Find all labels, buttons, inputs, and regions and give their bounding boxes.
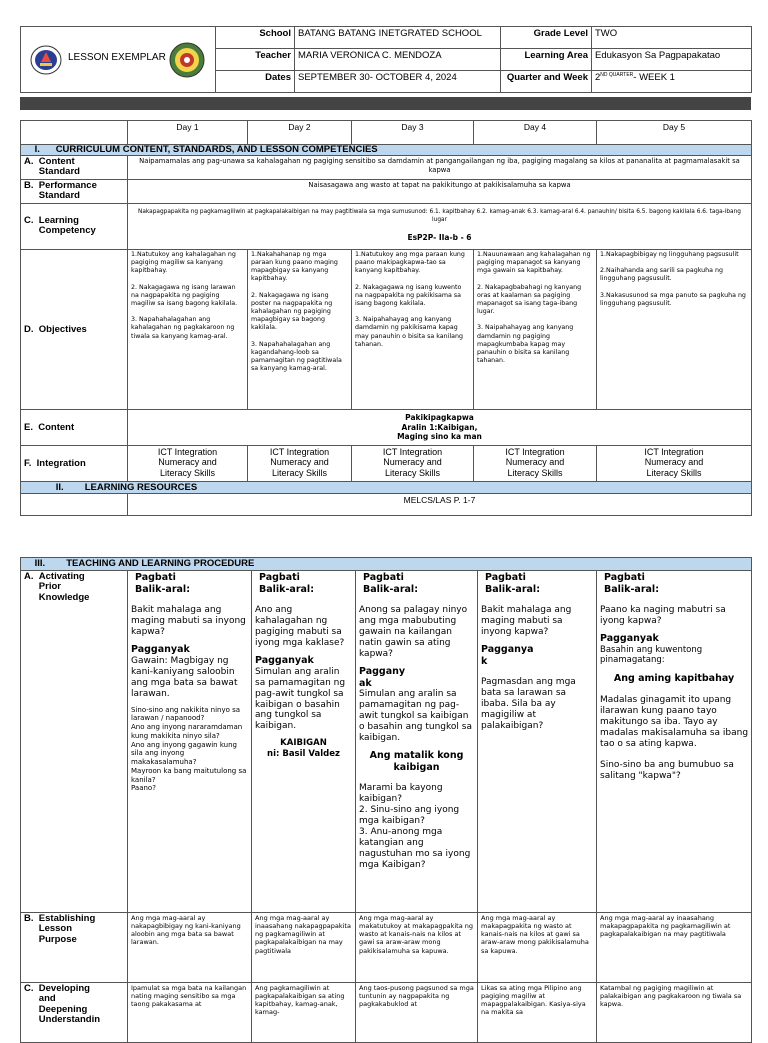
learning-competency-row: C. Learning Competency Nakapagpapakita ng pagkamagiliwin at pagkapalakaibigan na may pagtitiwala sa mga sumusunod: 6.1. kapitbahay 6.2. kamag-anak 6.3. kamag-aral 6.4. panauhin/ bisita 6.5. bagong kakilala 6.6. taga-ibang lugar EsP2P- IIa-b - 6: [21, 203, 752, 249]
day-5-review-question: Paano ka naging mabutri sa iyong kapwa?: [600, 605, 726, 627]
lesson-exemplar-title: LESSON EXEMPLAR: [68, 51, 166, 63]
developing-day-1: Ipamulat sa mga bata na kailangan nating maging sensitibo sa mga taong pakakasama at: [128, 983, 252, 1043]
developing-day-2: Ang pagkamagiliwin at pagkapalakaibigan sa ating kapitbahay, kamag-anak, kamag-: [252, 983, 356, 1043]
day-3-instruction: Simulan ang aralin sa pamamagitan ng pag-awit tungkol sa kaibigan o basahin ang tungkol sa kaibigan.: [359, 689, 472, 744]
section-2-title: LEARNING RESOURCES: [84, 481, 198, 493]
activating-label: Activating Prior Knowledge: [38, 571, 90, 603]
curriculum-table: [20, 120, 752, 516]
objectives-day-1: 1.Natutukoy ang kahalagahan ng pagiging magiliw sa kanyang kapitbahay. 2. Nakagagawa ng isang larawan na nagpapakita ng pagiging magiliw sa isang bagong kakilala. 3. Napahahalagahan ang kahalagahan ng pagkakaroon ng tiwala sa kanyang kamag-aral.: [128, 249, 248, 409]
deped-seal-icon: [30, 45, 62, 75]
header-table: [20, 26, 752, 93]
header-divider-bar: [20, 97, 751, 110]
pagbati-heading: Pagbati: [363, 572, 404, 583]
school-value: BATANG BATANG INETGRATED SCHOOL: [295, 27, 501, 49]
day-4-instruction: Pagmasdan ang mga bata sa larawan sa ibaba. Sila ba ay magigiliw at palakaibigan?: [481, 677, 576, 732]
area-value: Edukasyon Sa Pagpapakatao: [592, 49, 752, 71]
procedure-table: [20, 557, 752, 1043]
teacher-label: Teacher: [216, 49, 295, 71]
content-standard-row: A. Content Standard Naipamamalas ang pag-unawa sa kahalagahan ng pagiging sensitibo sa damdamin at pangangailangan ng iba, pagiging magalang sa kilos at pananalita at pagmamalasakit sa kapwa: [21, 156, 752, 180]
balik-aral-heading: Balik-aral:: [363, 583, 418, 595]
content-standard-label: Content Standard: [38, 156, 80, 178]
content-standard-text: Naipamamalas ang pag-unawa sa kahalagahan ng pagiging sensitibo sa damdamin at pangangailangan ng iba, pagiging magalang sa kilos at pananalita at pagmamalasakit sa kapwa: [128, 156, 752, 180]
area-label: Learning Area: [501, 49, 592, 71]
quarter-label: Quarter and Week: [501, 71, 592, 93]
section-1-header: I. CURRICULUM CONTENT, STANDARDS, AND LESSON COMPETENCIES: [21, 145, 752, 156]
objectives-day-2: 1.Nakahahanap ng mga paraan kung paano maging mapagbigay sa kanyang kapitbahay. 2. Nakagagawa ng isang poster na nagpapakita ng kahalagahan ng pagiging mapagbigay sa bagong kakilala. 3. Napahahalagahan ang kagandahang-loob sa pamamagitan ng pagtitiwala sa kanyang kamag-aral.: [248, 249, 352, 409]
pagbati-heading: Pagbati: [485, 572, 526, 583]
day-5-story-text: Madalas ginagamit ito upang ilarawan kung paano tayo makitungo sa iba. Tayo ay madalas makisalamuha sa ibang tao o sa ating kapwa.: [600, 694, 749, 749]
section-1-title: CURRICULUM CONTENT, STANDARDS, AND LESSON COMPETENCIES: [55, 144, 378, 155]
day-3-questions: Marami ba kayong kaibigan? 2. Sinu-sino ang iyong mga kaibigan? 3. Anu-anong mga katangian ang nagustuhan mo sa iyong mga Kaibigan?: [359, 783, 471, 870]
content-topic: Pakikipagkapwa: [405, 412, 474, 422]
school-seal-icon: [169, 42, 205, 78]
activating-day-2: [252, 571, 356, 913]
song-author: ni: Basil Valdez: [267, 748, 340, 759]
objectives-label: Objectives: [38, 323, 87, 335]
school-label: School: [216, 27, 295, 49]
section-3-header: III. TEACHING AND LEARNING PROCEDURE: [21, 558, 752, 571]
resources-row: [21, 493, 752, 515]
learning-competency-label: Learning Competency: [38, 214, 96, 237]
day-5-header: Day 5: [597, 121, 752, 145]
purpose-day-2: Ang mga mag-aaral ay inaasahang nakapagpapakita ng pagkamagiliwin at pagkapalakaibigan na may pagtitiwala: [252, 913, 356, 983]
day-1-gawain: Gawain: Magbigay ng kani-kaniyang saloobin ang mga bata sa bawat larawan.: [131, 655, 238, 699]
developing-day-4: Likas sa ating mga Pilipino ang pagiging magiliw at mapagpalakaibigan. Kasiya-siya na makita sa: [478, 983, 597, 1043]
content-row: E. Content Pakikipagkapwa Aralin 1:Kaibigan, Maging sino ka man: [21, 409, 752, 445]
activating-day-3: [356, 571, 478, 913]
pagbati-heading: Pagbati: [135, 572, 176, 583]
purpose-label: Establishing Lesson Purpose: [38, 913, 96, 945]
quarter-value: $2^{ND QUARTER}-$ WEEK 1: [592, 71, 752, 93]
grade-value: TWO: [592, 27, 752, 49]
content-subtitle: Maging sino ka man: [397, 432, 482, 442]
purpose-row: B. Establishing Lesson Purpose Ang mga mag-aaral ay nakapagbibigay ng kani-kaniyang aloobin ang mga bata sa bawat larawan. Ang mga mag-aaral ay inaasahang nakapagpapakita ng pagkamagiliwin at pagkapalakaibigan na may pagtitiwala Ang mga mag-aaral ay makatutukoy at makapagpakita ng wasto at kanais-nais na kilos at gawi sa araw-araw mong pakikisalamuha sa kapuwa. Ang mga mag-aaral ay makapagpakita ng wasto at kanais-nais na kilos at gawi sa araw-araw mong pakikisalamuha sa kapuwa. Ang mga mag-aaral ay inaasahang makapagpapakita ng pagkamagiliwin at pagkapalakaibigan na may pagtitiwala: [21, 913, 752, 983]
story-title: Ang matalik kong kaibigan: [369, 750, 464, 773]
integration-day-2: ICT Integration Numeracy and Literacy Skills: [248, 445, 352, 481]
balik-aral-heading: Balik-aral:: [135, 583, 190, 595]
dates-value: SEPTEMBER 30- OCTOBER 4, 2024: [295, 71, 501, 93]
day-2-header: Day 2: [248, 121, 352, 145]
day-4-motivation-heading: Pagganya k: [481, 644, 534, 667]
day-1-questions: Sino-sino ang nakikita ninyo sa larawan / napanood? Ano ang inyong nararamdaman kung makikita ninyo sila? Ano ang inyong gagawin kung sila ang inyong makakasalamuha? Mayroon ka bang maitutulong sa kanila? Paano?: [131, 705, 247, 793]
day-4-review-question: Bakit mahalaga ang maging mabuti sa inyong kapwa?: [481, 605, 572, 638]
objectives-day-3: 1.Natutukoy ang mga paraan kung paano makipagkapwa-tao sa kanyang kapitbahay. 2. Nakagagawa ng isang kuwento na nagpapakita ng pakikisama sa isang bagong kakilala. 3. Naipahahayag ang kanyang damdamin ng pakikisama kapag may panauhin o bisita sa kanilang tahanan.: [352, 249, 474, 409]
activating-day-5: [597, 571, 752, 913]
integration-day-3: ICT Integration Numeracy and Literacy Skills: [352, 445, 474, 481]
pagbati-heading: Pagbati: [259, 572, 300, 583]
day-1-header: Day 1: [128, 121, 248, 145]
integration-day-4: ICT Integration Numeracy and Literacy Skills: [474, 445, 597, 481]
day-header-row: [21, 121, 752, 145]
section-2-header: II. LEARNING RESOURCES: [21, 481, 752, 493]
day-2-review-question: Ano ang kahalagahan ng pagiging mabuti sa iyong mga kaklase?: [255, 605, 345, 649]
day-5-motivation-heading: Pagganyak: [600, 633, 659, 645]
day-3-review-question: Anong sa palagay ninyo ang mga mabubuting gawain na kailangan natin gawin sa ating kapwa?: [359, 605, 468, 660]
balik-aral-heading: Balik-aral:: [485, 583, 540, 595]
integration-row: F. Integration ICT Integration Numeracy and Literacy Skills ICT Integration Numeracy and Literacy Skills ICT Integration Numeracy and Literacy Skills ICT Integration Numeracy and Literacy Skills ICT Integration Numeracy and Literacy Skills: [21, 445, 752, 481]
integration-day-1: ICT Integration Numeracy and Literacy Skills: [128, 445, 248, 481]
pagbati-heading: Pagbati: [604, 572, 645, 583]
integration-day-5: ICT Integration Numeracy and Literacy Skills: [597, 445, 752, 481]
objectives-day-4: 1.Nauunawaan ang kahalagahan ng pagiging mapanagot sa kanyang mga gawain sa kapitbahay. 2. Nakapagbabahagi ng kanyang oras at kaalaman sa pagiging mapanagot sa isang taga-ibang lugar. 3. Naipahahayag ang kanyang damdamin ng pagiging mapagkumbaba kapag may panauhin o bisita sa kanilang tahanan.: [474, 249, 597, 409]
performance-standard-text: Naisasagawa ang wasto at tapat na pakikitungo at pakikisalamuha sa kapwa: [128, 179, 752, 203]
activating-row: A. Activating Prior Knowledge Pagbati Balik-aral: Bakit mahalaga ang maging mabuti sa inyong kapwa? Pagganyak Gawain: Magbigay ng kani-kaniyang saloobin ang mga bata sa bawat larawan. Sino-sino ang nakikita ninyo sa larawan / napanood? Ano ang inyong nararamdaman kung makikita ninyo sila? Ano ang inyong gagawin kung sila ang inyong makakasalamuha? Mayroon ka bang maitutulong sa kanila? Paano? Pagbati Balik-aral: Ano ang kahalagahan ng pagiging mabuti sa iyong mga kaklase? Pagganyak Simulan ang aralin sa pamamagitan ng pag-awit tungkol sa kaibigan o basahin ang tungkol sa kaibigan. KAIBIGAN ni: Basil Valdez Pagbati Balik-aral: Anong sa palagay ninyo ang mga mabubuting gawain na kailangan natin gawin sa ating kapwa? Paggany ak Simulan ang aralin sa pamamagitan ng pag-awit tungkol sa kaibigan o basahin ang tungkol sa kaibigan. Ang matalik kong kaibigan Marami ba kayong kaibigan? 2. Sinu-sino ang iyong mga kaibigan? 3. Anu-anong mga katangian ang nagustuhan mo sa iyong mga Kaibigan? Pagbati Balik-aral: Bakit mahalaga ang maging mabuti sa inyong kapwa? Pagganya k Pagmasdan ang mga bata sa larawan sa ibaba. Sila ba ay magigiliw at palakaibigan? Pagbati Balik-aral: Paano ka naging mabutri sa iyong kapwa? Pagganyak Basahin ang kuwentong pinamagatang: Ang aming kapitbahay Madalas ginagamit ito upang ilarawan kung paano tayo makitungo sa iba. Tayo ay madalas makisalamuha sa ibang tao o sa ating kapwa. Sino-sino ba ang bumubuo sa salitang "kapwa"?: [21, 571, 752, 913]
developing-day-5: Katambal ng pagiging magiliwin at palakaibigan ang pagkakaroon ng tiwala sa kapwa.: [597, 983, 752, 1043]
developing-label: Developing and Deepening Understandin: [38, 983, 101, 1026]
competency-code: EsP2P- IIa-b - 6: [407, 233, 472, 243]
day-5-question: Sino-sino ba ang bumubuo sa salitang "kapwa"?: [600, 759, 734, 781]
performance-standard-row: B. Performance Standard Naisasagawa ang wasto at tapat na pakikitungo at pakikisalamuha sa kapwa: [21, 179, 752, 203]
content-label: Content: [38, 421, 75, 433]
purpose-day-1: Ang mga mag-aaral ay nakapagbibigay ng kani-kaniyang aloobin ang mga bata sa bawat larawan.: [128, 913, 252, 983]
developing-row: C. Developing and Deepening Understandin Ipamulat sa mga bata na kailangan nating maging sensitibo sa mga taong pakakasama at Ang pagkamagiliwin at pagkapalakaibigan sa ating kapitbahay, kamag-anak, kamag- Ang taos-pusong pagsunod sa mga tuntunin ay nagpapakita ng pagkakabuklod at Likas sa ating mga Pilipino ang pagiging magiliw at mapagpalakaibigan. Kasiya-siya na makita sa Katambal ng pagiging magiliwin at palakaibigan ang pagkakaroon ng tiwala sa kapwa.: [21, 983, 752, 1043]
song-title: KAIBIGAN: [280, 738, 327, 749]
day-3-header: Day 3: [352, 121, 474, 145]
resources-text: MELCS/LAS P. 1-7: [128, 493, 752, 515]
objectives-day-5: 1.Nakapagbibigay ng lingguhang pagsusulit 2.Naihahanda ang sarili sa pagkuha ng lingguhang pagsusulit. 3.Nakasusunod sa mga panuto sa pagkuha ng lingguhang pagsusulit.: [597, 249, 752, 409]
day-3-motivation-heading: Paggany ak: [359, 666, 406, 689]
day-1-review-question: Bakit mahalaga ang maging mabuti sa inyong kapwa?: [131, 605, 246, 638]
activating-day-4: [478, 571, 597, 913]
day-5-instruction: Basahin ang kuwentong pinamagatang:: [600, 644, 703, 666]
day-5-story-title: Ang aming kapitbahay: [613, 673, 735, 685]
learning-competency-text: Nakapagpapakita ng pagkamagiliwin at pagkapalakaibigan na may pagtitiwala sa mga sumusunod: 6.1. kapitbahay 6.2. kamag-anak 6.3. kamag-aral 6.4. panauhin/ bisita 6.5. bagong kakilala 6.6. taga-ibang lugar: [138, 208, 741, 223]
grade-label: Grade Level: [501, 27, 592, 49]
day-1-motivation-heading: Pagganyak: [131, 644, 190, 656]
activating-day-1: [128, 571, 252, 913]
section-3-title: TEACHING AND LEARNING PROCEDURE: [66, 558, 255, 569]
day-4-header: Day 4: [474, 121, 597, 145]
header-logo-cell: [21, 27, 216, 93]
teacher-value: MARIA VERONICA C. MENDOZA: [295, 49, 501, 71]
performance-standard-label: Performance Standard: [38, 179, 97, 202]
dates-label: Dates: [216, 71, 295, 93]
purpose-day-3: Ang mga mag-aaral ay makatutukoy at makapagpakita ng wasto at kanais-nais na kilos at gawi sa araw-araw mong pakikisalamuha sa kapuwa.: [356, 913, 478, 983]
objectives-row: D. Objectives 1.Natutukoy ang kahalagahan ng pagiging magiliw sa kanyang kapitbahay. 2. Nakagagawa ng isang larawan na nagpapakita ng pagiging magiliw sa isang bagong kakilala. 3. Napahahalagahan ang kahalagahan ng pagkakaroon ng tiwala sa kanyang kamag-aral. 1.Nakahahanap ng mga paraan kung paano maging mapagbigay sa kanyang kapitbahay. 2. Nakagagawa ng isang poster na nagpapakita ng kahalagahan ng pagiging mapagbigay sa bagong kakilala. 3. Napahahalagahan ang kagandahang-loob sa pamamagitan ng pagtitiwala sa kanyang kamag-aral. 1.Natutukoy ang mga paraan kung paano makipagkapwa-tao sa kanyang kapitbahay. 2. Nakagagawa ng isang kuwento na nagpapakita ng pakikisama sa isang bagong kakilala. 3. Naipahahayag ang kanyang damdamin ng pakikisama kapag may panauhin o bisita sa kanilang tahanan. 1.Nauunawaan ang kahalagahan ng pagiging mapanagot sa kanyang mga gawain sa kapitbahay. 2. Nakapagbabahagi ng kanyang oras at kaalaman sa pagiging mapanagot sa isang taga-ibang lugar. 3. Naipahahayag ang kanyang damdamin ng pagiging mapagkumbaba kapag may panauhin o bisita sa kanilang tahanan. 1.Nakapagbibigay ng lingguhang pagsusulit 2.Naihahanda ang sarili sa pagkuha ng lingguhang pagsusulit. 3.Nakasusunod sa mga panuto sa pagkuha ng lingguhang pagsusulit.: [21, 249, 752, 409]
developing-day-3: Ang taos-pusong pagsunod sa mga tuntunin ay nagpapakita ng pagkakabuklod at: [356, 983, 478, 1043]
integration-label: Integration: [36, 457, 86, 469]
balik-aral-heading: Balik-aral:: [259, 583, 314, 595]
content-lesson: Aralin 1:Kaibigan,: [401, 422, 478, 432]
purpose-day-5: Ang mga mag-aaral ay inaasahang makapagpapakita ng pagkamagiliwin at pagkapalakaibigan na may pagtitiwala: [597, 913, 752, 983]
purpose-day-4: Ang mga mag-aaral ay makapagpakita ng wasto at kanais-nais na kilos at gawi sa araw-araw mong pakikisalamuha sa kapuwa.: [478, 913, 597, 983]
balik-aral-heading: Balik-aral:: [604, 583, 659, 595]
day-2-motivation-heading: Pagganyak: [255, 655, 314, 667]
day-2-instruction: Simulan ang aralin sa pamamagitan ng pag-awit tungkol sa kaibigan o basahin ang tungkol sa kaibigan.: [255, 666, 346, 732]
